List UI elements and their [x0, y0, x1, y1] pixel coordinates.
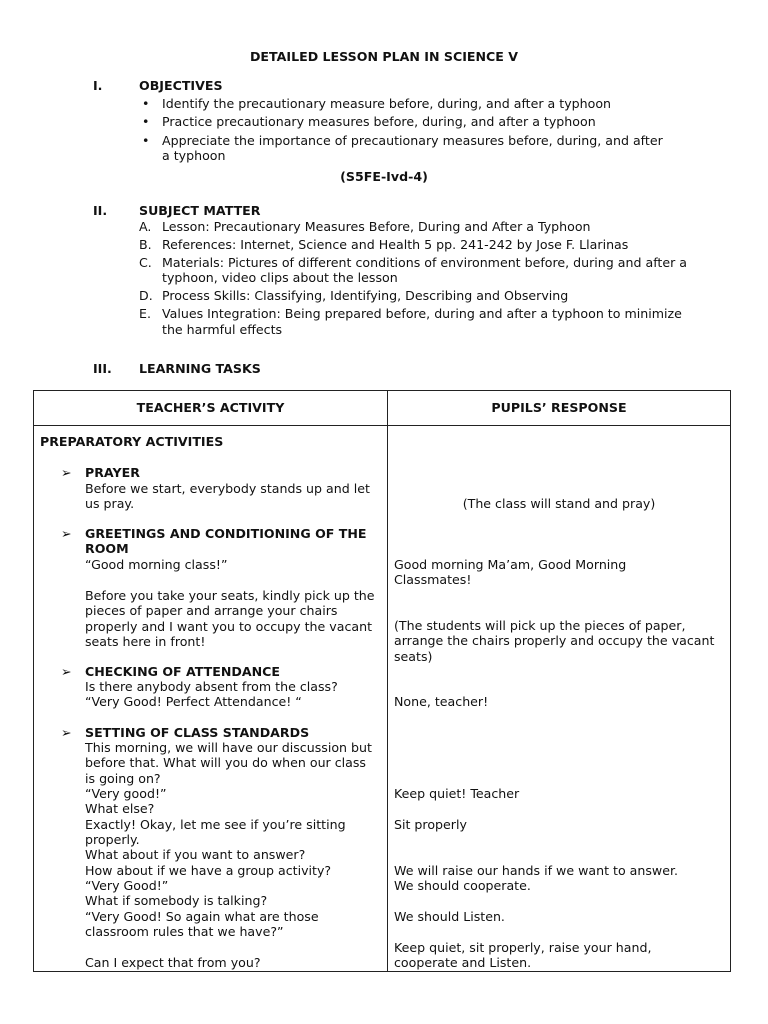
- standards-teacher-line: What else?: [85, 801, 155, 816]
- attendance-teacher-praise: “Very Good! Perfect Attendance! “: [85, 694, 302, 709]
- column-header-teacher: TEACHER’S ACTIVITY: [34, 391, 388, 426]
- objective-item: • Identify the precautionary measure before, during, and after a typhoon: [142, 96, 612, 111]
- prayer-pupils-response: (The class will stand and pray): [462, 496, 656, 511]
- attendance-teacher-question: Is there anybody absent from the class?: [85, 679, 338, 694]
- arrow-bullet-icon: ➢: [61, 664, 72, 679]
- section-number-objectives: I.: [93, 78, 103, 93]
- section-heading-objectives: OBJECTIVES: [139, 78, 223, 93]
- objective-item: • Practice precautionary measures before, during, and after a typhoon: [142, 114, 596, 130]
- standards-pupils-response: We should cooperate.: [394, 878, 531, 893]
- standards-teacher-line: Can I expect that from you?: [85, 955, 261, 970]
- standards-teacher-line: How about if we have a group activity?: [85, 863, 332, 878]
- competency-code: (S5FE-Ivd-4): [340, 169, 428, 184]
- greetings-teacher-instruction: Before you take your seats, kindly pick up the pieces of paper and arrange your chairs properly and I want you to occupy the vacant seats here in front!: [85, 588, 375, 650]
- prayer-teacher-text: Before we start, everybody stands up and let us pray.: [85, 481, 370, 512]
- subject-matter-item: E. Values Integration: Being prepared before, during and after a typhoon to minimize the harmful effects: [139, 306, 682, 337]
- subject-matter-item: C. Materials: Pictures of different conditions of environment before, during and after a typhoon, video clips about the lesson: [139, 255, 687, 286]
- table-header-row: [34, 391, 731, 426]
- standards-pupils-response: We should Listen.: [394, 909, 505, 924]
- arrow-bullet-icon: ➢: [61, 725, 72, 740]
- teacher-activity-cell: [34, 426, 388, 972]
- attendance-pupils-response: None, teacher!: [394, 694, 489, 709]
- standards-teacher-line: “Very good!”: [85, 786, 167, 801]
- subject-matter-item: D. Process Skills: Classifying, Identifying, Describing and Observing: [139, 288, 569, 304]
- class-standards-heading: SETTING OF CLASS STANDARDS: [85, 725, 310, 740]
- pupils-response-cell: [388, 426, 731, 972]
- greetings-teacher-line: “Good morning class!”: [85, 557, 228, 572]
- bullet-icon: •: [142, 96, 150, 111]
- learning-tasks-table: [33, 390, 731, 972]
- greetings-pupils-response: Good morning Ma’am, Good Morning Classmates!: [394, 557, 627, 588]
- subject-matter-item: B. References: Internet, Science and Health 5 pp. 241-242 by Jose F. Llarinas: [139, 237, 629, 252]
- section-number-subject-matter: II.: [93, 203, 108, 218]
- preparatory-activities-heading: PREPARATORY ACTIVITIES: [40, 434, 224, 449]
- table-row: [34, 426, 731, 972]
- section-number-learning-tasks: III.: [93, 361, 112, 376]
- standards-teacher-line: What about if you want to answer?: [85, 847, 306, 862]
- section-heading-subject-matter: SUBJECT MATTER: [139, 203, 261, 218]
- column-header-pupils: PUPILS’ RESPONSE: [388, 391, 731, 426]
- arrow-bullet-icon: ➢: [61, 465, 72, 480]
- bullet-icon: •: [142, 114, 150, 130]
- prayer-heading: PRAYER: [85, 465, 140, 480]
- subject-matter-item: A. Lesson: Precautionary Measures Before, During and After a Typhoon: [139, 219, 591, 234]
- standards-teacher-line: “Very Good!”: [85, 878, 169, 893]
- standards-teacher-line: “Very Good! So again what are those classroom rules that we have?”: [85, 909, 319, 940]
- standards-teacher-line: This morning, we will have our discussion but before that. What will you do when our class is going on?: [85, 740, 372, 786]
- section-heading-learning-tasks: LEARNING TASKS: [139, 361, 261, 376]
- standards-pupils-response: Keep quiet, sit properly, raise your hand, cooperate and Listen.: [394, 940, 652, 971]
- bullet-icon: •: [142, 132, 150, 148]
- objective-item: • Appreciate the importance of precautionary measures before, during, and after a typhoon: [142, 132, 663, 164]
- greetings-heading: GREETINGS AND CONDITIONING OF THE ROOM: [85, 526, 367, 557]
- attendance-heading: CHECKING OF ATTENDANCE: [85, 664, 280, 679]
- subject-matter-list: [139, 219, 699, 340]
- standards-teacher-line: Exactly! Okay, let me see if you’re sitting properly.: [85, 817, 346, 848]
- document-title: DETAILED LESSON PLAN IN SCIENCE V: [249, 49, 519, 64]
- standards-pupils-response: We will raise our hands if we want to answer.: [394, 863, 678, 878]
- arrow-bullet-icon: ➢: [61, 526, 72, 541]
- standards-pupils-response: Sit properly: [394, 817, 467, 832]
- objectives-list: [139, 96, 699, 167]
- conditioning-pupils-response: (The students will pick up the pieces of paper, arrange the chairs properly and occupy the vacant seats): [394, 618, 715, 664]
- standards-teacher-line: What if somebody is talking?: [85, 893, 268, 908]
- standards-pupils-response: Keep quiet! Teacher: [394, 786, 520, 801]
